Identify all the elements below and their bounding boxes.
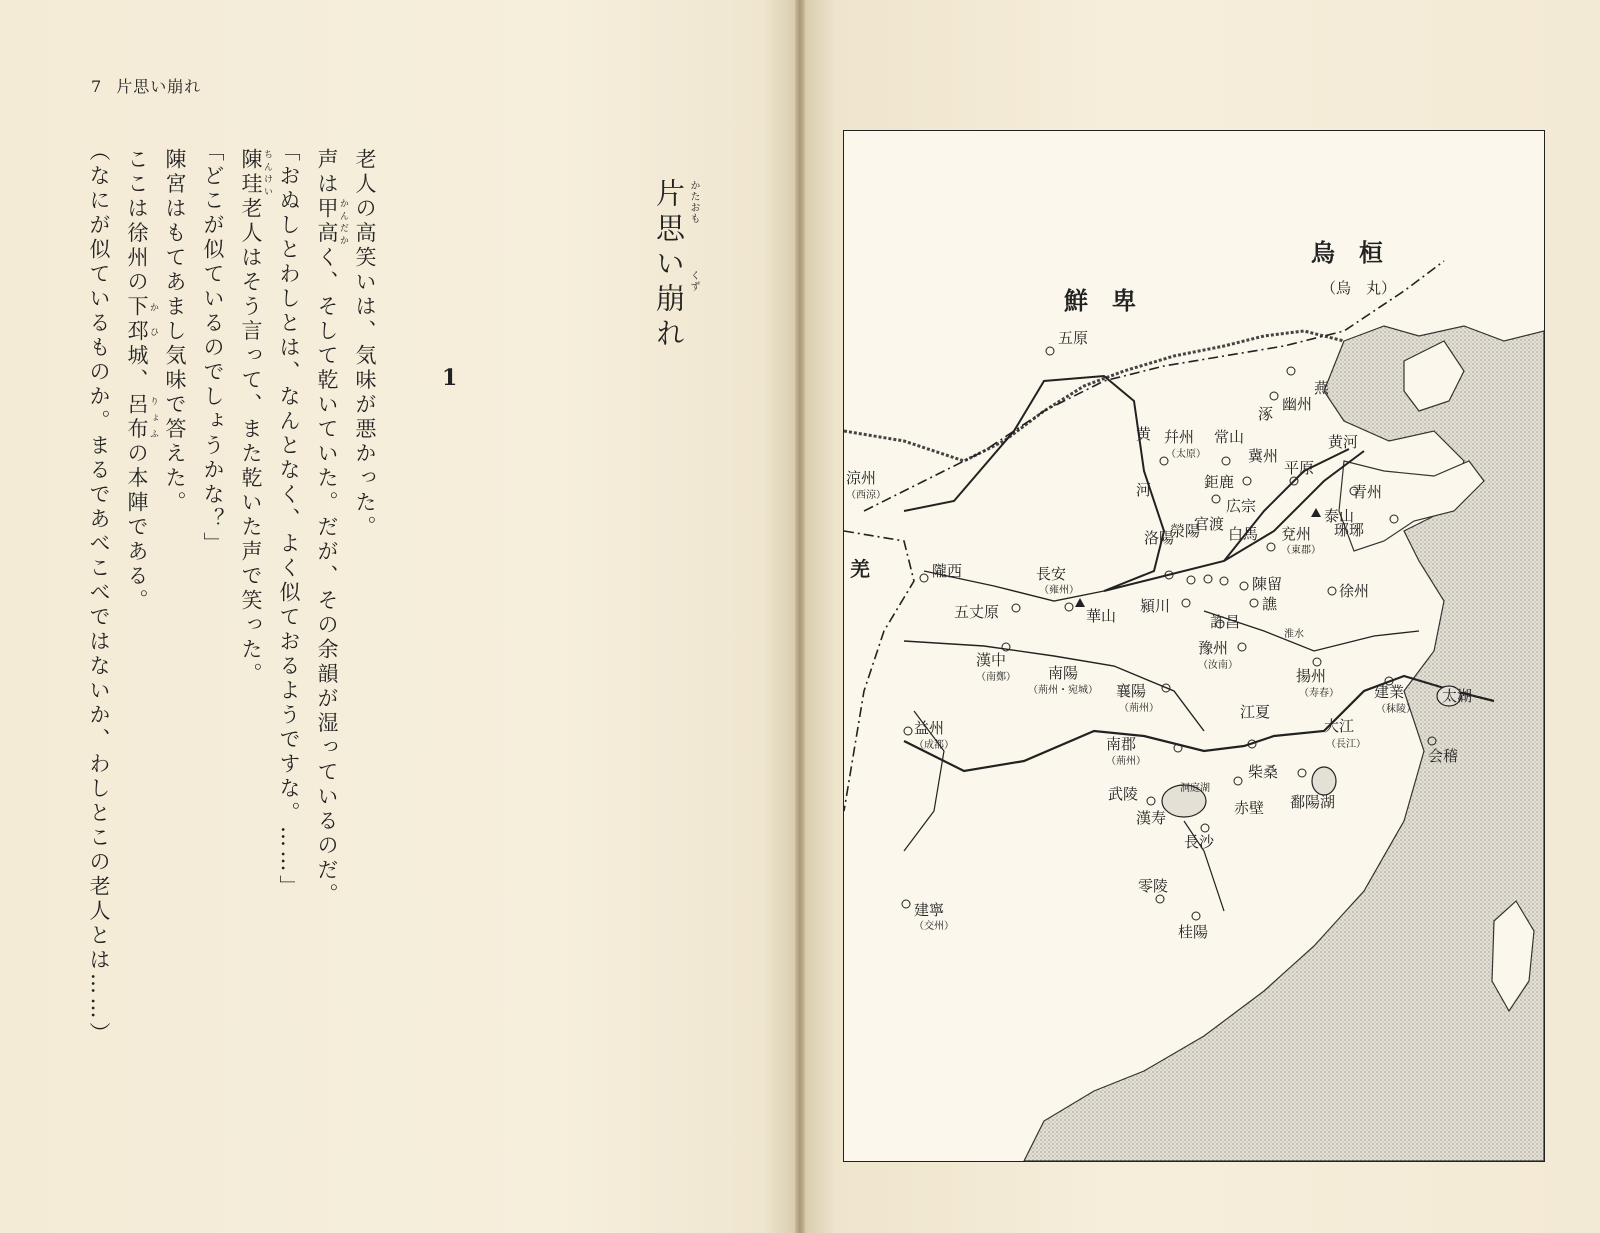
- place-qingzhou: 青州: [1352, 483, 1383, 501]
- place-zhuo: 涿: [1258, 405, 1274, 423]
- place-kuaiji: 会稽: [1428, 747, 1459, 765]
- place-huashan: 華山: [1086, 607, 1117, 625]
- chapter-title-text: 片思い崩れ: [652, 178, 686, 353]
- place-yangzhou: 揚州: [1296, 667, 1327, 685]
- place-changshan: 常山: [1214, 428, 1245, 446]
- place-longxi: 隴西: [932, 562, 963, 580]
- place-jianning-sub: （交州）: [914, 921, 954, 932]
- place-pingyuan: 平原: [1284, 459, 1315, 477]
- place-nanjun: 南郡: [1106, 735, 1137, 753]
- place-baima: 白馬: [1228, 525, 1259, 543]
- place-xingyang: 滎陽: [1170, 522, 1201, 540]
- place-guandu: 官渡: [1194, 515, 1225, 533]
- place-jizhou: 冀州: [1248, 447, 1279, 465]
- place-yizhou-sub: （成都）: [914, 740, 954, 751]
- place-xuzhou: 徐州: [1339, 582, 1370, 600]
- body-line-8: （なにが似ているものか。まるであべこべではないか、わしとこの老人とは……）: [87, 140, 111, 1047]
- place-guangzong: 広宗: [1226, 497, 1257, 515]
- place-qiao: 譙: [1262, 595, 1278, 613]
- place-guiyang: 桂陽: [1178, 923, 1209, 941]
- place-yuzhou: 豫州: [1198, 639, 1229, 657]
- place-bingzhou: 幷州: [1164, 428, 1195, 446]
- place-xiangyang: 襄陽: [1116, 682, 1147, 700]
- place-wuling: 武陵: [1108, 785, 1139, 803]
- place-dongting: 洞庭湖: [1180, 783, 1210, 794]
- running-head: [91, 74, 201, 97]
- place-nanyang-sub: （荊州・宛城）: [1028, 685, 1098, 696]
- place-yanzhou-sub: （東郡）: [1281, 545, 1321, 556]
- place-yanzhou: 兗州: [1281, 525, 1312, 543]
- place-xuchang: 許昌: [1210, 613, 1241, 631]
- place-chaisang: 柴桑: [1248, 763, 1279, 781]
- place-hanzhong: 漢中: [976, 651, 1007, 669]
- great-wall: [844, 331, 1344, 461]
- place-dajiang: 大江: [1324, 717, 1355, 735]
- place-poyang: 鄱陽湖: [1290, 793, 1336, 811]
- body-line-2: 声は甲高 かんだかく、そして乾いていた。だが、その余韻が湿っているのだ。: [315, 148, 348, 908]
- label-wuhuan-sub: （烏 丸）: [1321, 279, 1397, 297]
- place-yuzhou-sub: （汝南）: [1198, 660, 1238, 671]
- label-qiang: 羌: [850, 557, 870, 581]
- place-liangzhou: 涼州: [846, 469, 877, 487]
- place-jianye-sub: （秣陵）: [1376, 704, 1416, 715]
- china-map: [844, 131, 1544, 1161]
- sea-area: [1024, 326, 1544, 1161]
- place-huanghe-ne: 黄河: [1328, 433, 1359, 451]
- body-line-1: 老人の高笑いは、気味が悪かった。: [353, 148, 377, 540]
- body-line-4: 陳珪 ちんけい老人はそう言って、また乾いた声で笑った。: [239, 148, 272, 687]
- place-jiangxia: 江夏: [1240, 703, 1271, 721]
- chapter-title: [652, 178, 686, 353]
- place-nanjun-sub: （荊州）: [1106, 756, 1146, 767]
- place-wuyuan: 五原: [1058, 329, 1089, 347]
- place-taishan: 泰山: [1324, 507, 1355, 525]
- map-frame: [843, 130, 1545, 1162]
- place-yangzhou-sub: （寿春）: [1299, 688, 1339, 699]
- place-bingzhou-sub: （太原）: [1166, 449, 1206, 460]
- place-hanzhong-sub: （南鄭）: [976, 672, 1016, 683]
- label-xianbei: 鮮 卑: [1064, 286, 1136, 315]
- place-lingling: 零陵: [1138, 877, 1169, 895]
- body-line-6: 陳宮はもてあまし気味で答えた。: [163, 148, 187, 516]
- place-dajiang-sub: （長江）: [1326, 739, 1366, 750]
- place-yan: 燕: [1314, 379, 1330, 397]
- body-line-7: ここは徐州の下邳 かひ城、呂布 りょふの本陣である。: [125, 148, 158, 614]
- place-chibi: 赤壁: [1234, 799, 1265, 817]
- place-changsha: 長沙: [1184, 833, 1215, 851]
- place-taihu: 太湖: [1442, 687, 1473, 705]
- place-wuzhangyuan: 五丈原: [954, 603, 1000, 621]
- place-youzhou: 幽州: [1282, 395, 1313, 413]
- place-jianning: 建寧: [914, 901, 945, 919]
- place-luoyang: 洛陽: [1144, 529, 1175, 547]
- place-julu: 鉅鹿: [1204, 473, 1235, 491]
- poyang-lake: [1312, 767, 1336, 795]
- place-liangzhou-sub: （西涼）: [846, 490, 886, 501]
- page-number: 7: [91, 77, 103, 96]
- chapter-title-furigana-2: くず: [688, 270, 699, 292]
- place-chenliu: 陳留: [1252, 575, 1283, 593]
- section-number: 1: [442, 365, 458, 391]
- place-jianye: 建業: [1374, 683, 1405, 701]
- place-huang-vertical-1: 黄: [1136, 425, 1152, 443]
- label-wuhuan: 烏 桓: [1311, 238, 1383, 267]
- body-line-5: 「どこが似ているのでしょうかな？」: [201, 140, 225, 557]
- place-changan: 長安: [1036, 565, 1067, 583]
- book-gutter: [795, 0, 805, 1233]
- place-hanshou: 漢寿: [1136, 809, 1167, 827]
- place-huaishui: 淮水: [1284, 629, 1304, 640]
- place-changan-sub: （雍州）: [1039, 585, 1079, 596]
- place-yingchuan: 潁川: [1140, 597, 1171, 615]
- place-huang-vertical-2: 河: [1136, 481, 1152, 499]
- place-yizhou: 益州: [914, 719, 945, 737]
- running-title: 片思い崩れ: [116, 77, 202, 96]
- place-xiangyang-sub: （荊州）: [1119, 703, 1159, 714]
- body-line-3: 「おぬしとわしとは、なんとなく、よく似ておるようですな。……」: [277, 140, 301, 900]
- place-langya: 琊琊: [1334, 521, 1365, 539]
- place-nanyang: 南陽: [1048, 664, 1079, 682]
- chapter-title-furigana-1: かたおも: [688, 180, 699, 224]
